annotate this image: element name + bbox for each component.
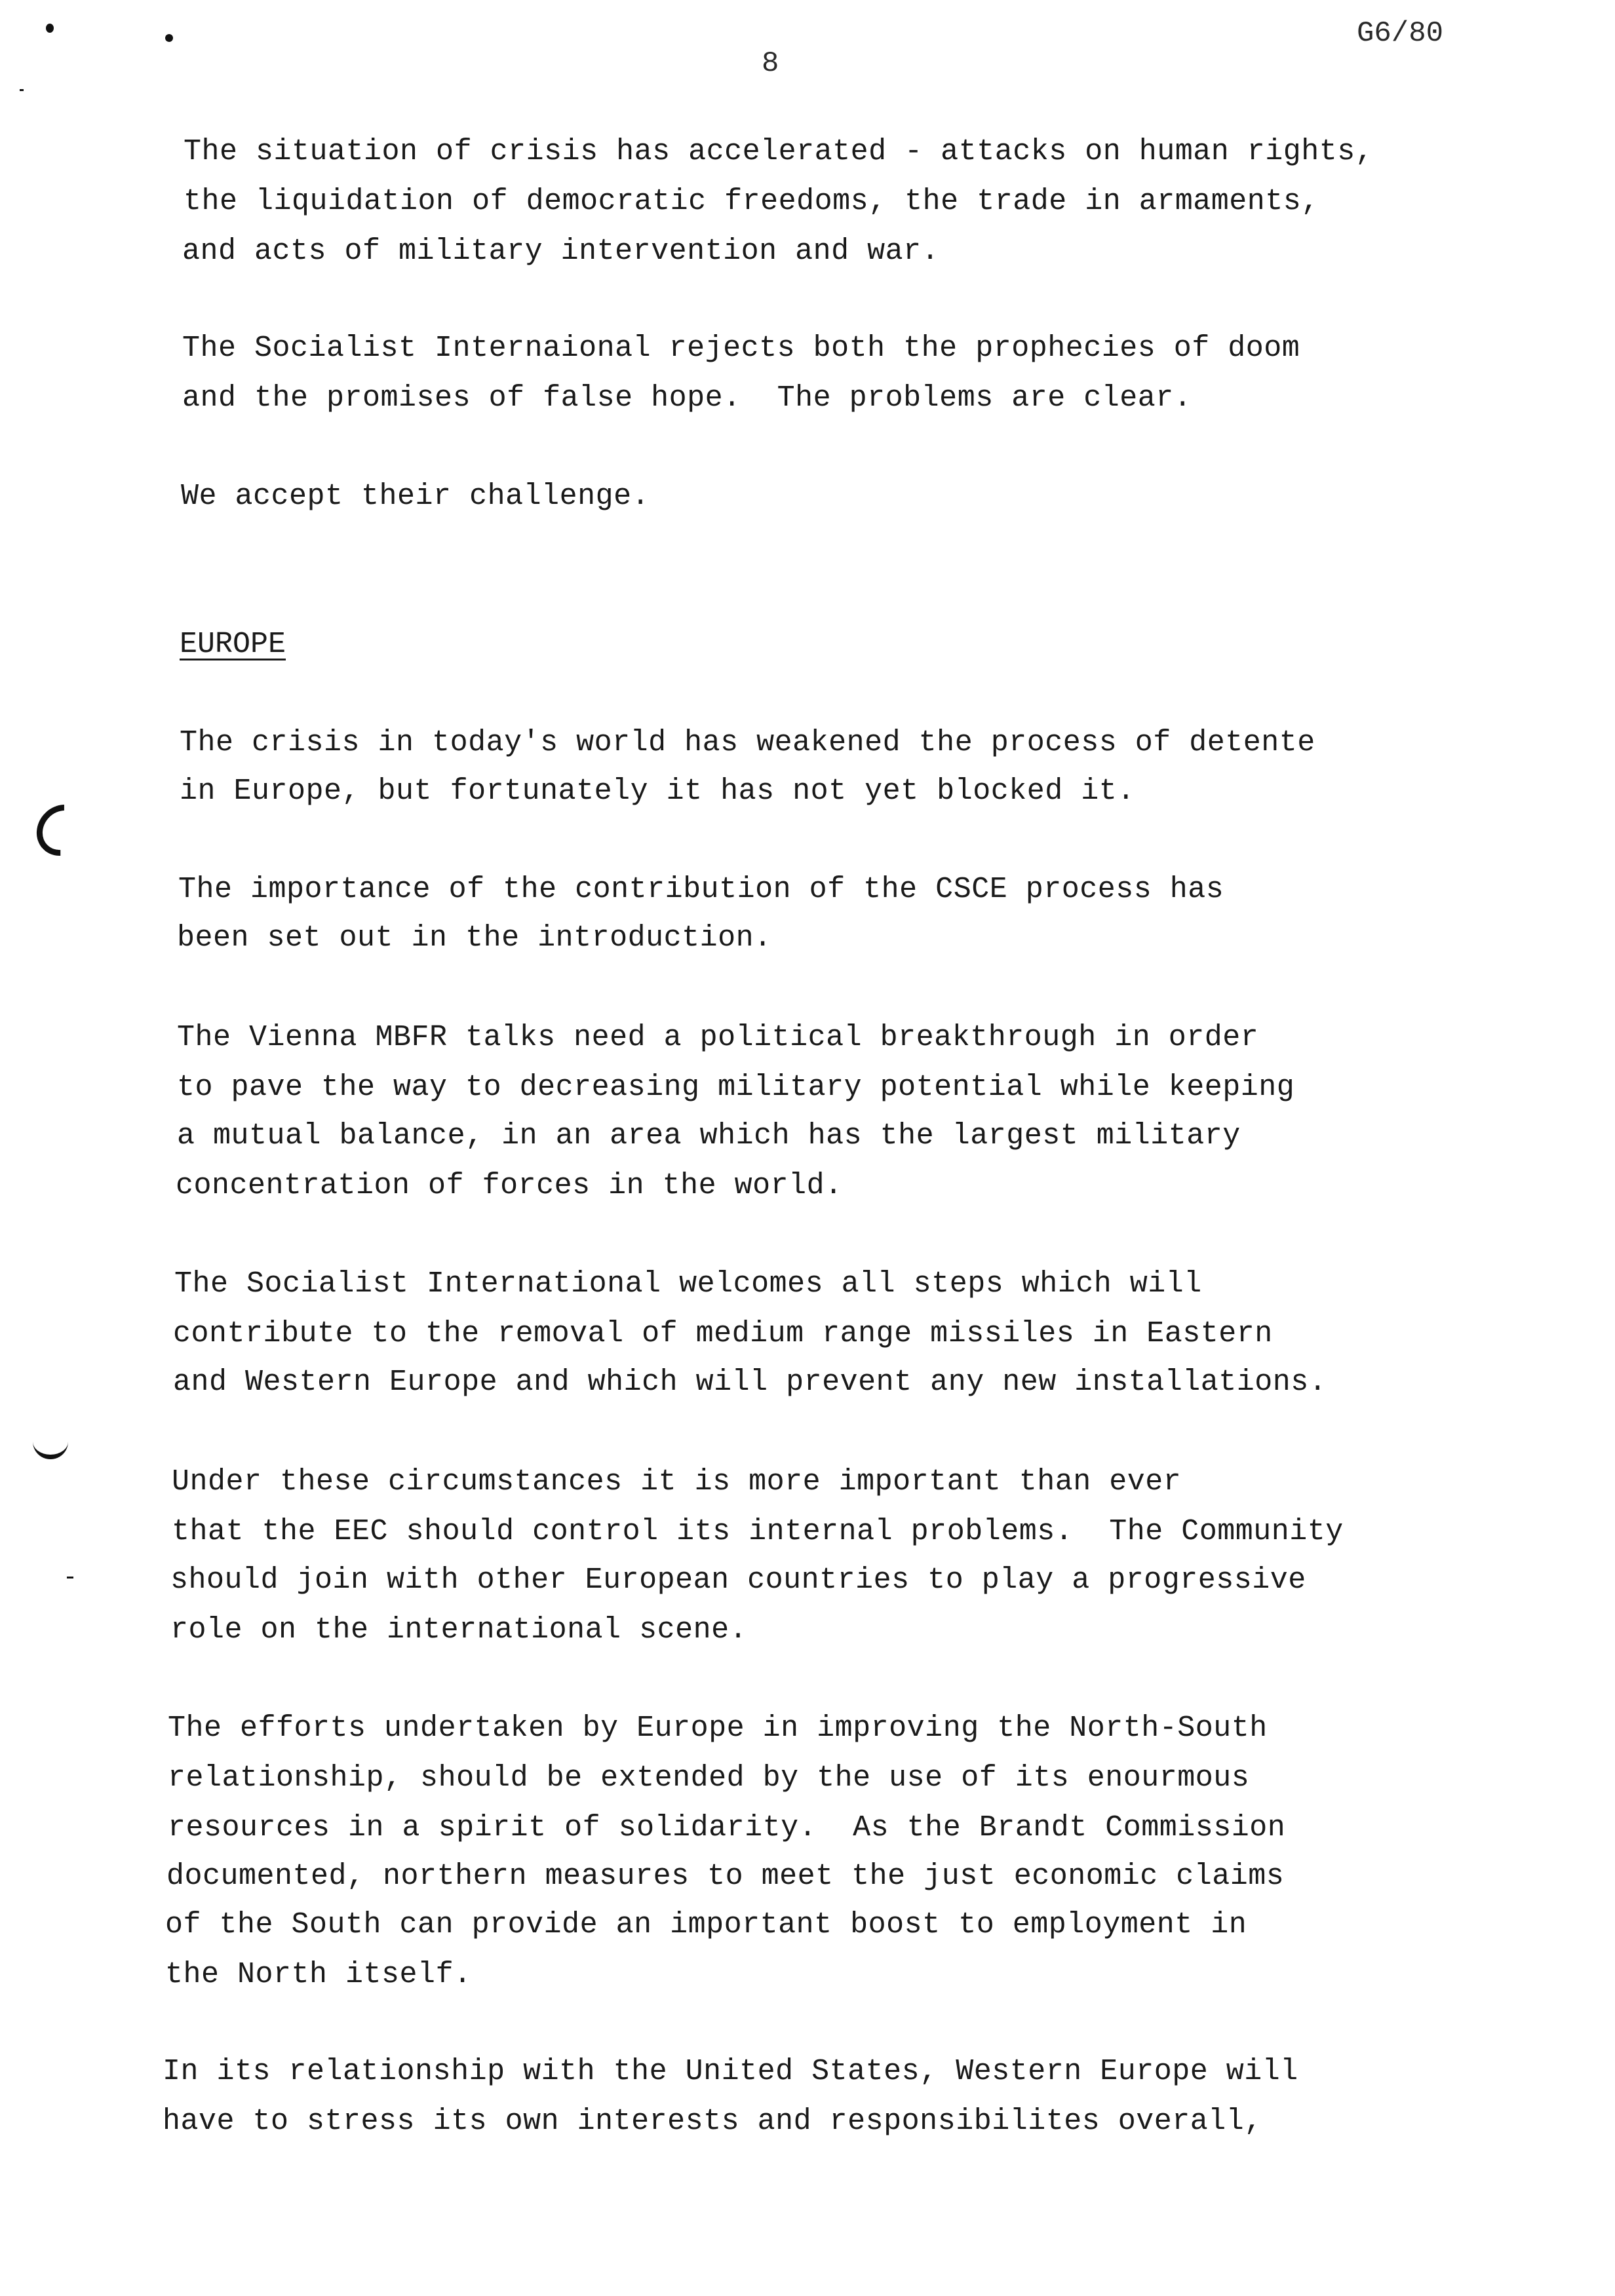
paragraph-line: in Europe, but fortunately it has not yet blocked it.: [180, 775, 1135, 808]
scan-mark-tick: [67, 1577, 73, 1578]
paragraph-line: and the promises of false hope. The problems are clear.: [182, 381, 1192, 415]
paragraph-line: concentration of forces in the world.: [176, 1169, 843, 1202]
paragraph-line: The efforts undertaken by Europe in improving the North-South: [168, 1712, 1268, 1745]
paragraph-line: Under these circumstances it is more important than ever: [172, 1465, 1182, 1499]
scan-mark-dot: [46, 24, 54, 33]
paragraph-line: of the South can provide an important boost to employment in: [165, 1908, 1247, 1942]
paragraph-line: We accept their challenge.: [181, 480, 650, 513]
paragraph-line: and acts of military intervention and war.: [182, 235, 940, 268]
paragraph-line: have to stress its own interests and responsibilites overall,: [163, 2105, 1262, 2138]
paragraph-line: The Vienna MBFR talks need a political breakthrough in order: [177, 1021, 1259, 1054]
paragraph-line: The Socialist International welcomes all steps which will: [174, 1267, 1202, 1301]
paragraph-line: contribute to the removal of medium range missiles in Eastern: [173, 1317, 1273, 1350]
paragraph-line: resources in a spirit of solidarity. As the Brandt Commission: [168, 1811, 1286, 1845]
paragraph-line: The crisis in today's world has weakened the process of detente: [180, 726, 1315, 759]
paragraph-line: documented, northern measures to meet the just economic claims: [166, 1860, 1285, 1893]
paragraph-line: that the EEC should control its internal problems. The Community: [172, 1515, 1344, 1548]
punch-hole-mark: [33, 1439, 68, 1459]
paragraph-line: the liquidation of democratic freedoms, the trade in armaments,: [184, 185, 1319, 218]
paragraph-line: relationship, should be extended by the use of its enourmous: [168, 1761, 1250, 1795]
section-heading: EUROPE: [180, 628, 286, 661]
punch-hole-mark: [26, 794, 98, 866]
paragraph-line: should join with other European countries to play a progressive: [170, 1563, 1306, 1597]
paragraph-line: role on the international scene.: [170, 1613, 748, 1647]
paragraph-line: been set out in the introduction.: [177, 921, 772, 955]
paragraph-line: a mutual balance, in an area which has the largest military: [177, 1119, 1241, 1153]
page-number: 8: [762, 47, 779, 80]
paragraph-line: The situation of crisis has accelerated - attacks on human rights,: [184, 135, 1374, 168]
paragraph-line: The Socialist Internaional rejects both the prophecies of doom: [182, 332, 1300, 365]
scan-mark-dot: [165, 34, 173, 42]
paragraph-line: to pave the way to decreasing military potential while keeping: [177, 1071, 1295, 1104]
paragraph-line: The importance of the contribution of the CSCE process has: [178, 873, 1224, 906]
scan-mark-tick: [20, 89, 24, 91]
paragraph-line: the North itself.: [165, 1958, 472, 1991]
paragraph-line: In its relationship with the United States, Western Europe will: [163, 2055, 1298, 2088]
paragraph-line: and Western Europe and which will prevent any new installations.: [173, 1366, 1327, 1399]
document-reference: G6/80: [1357, 17, 1444, 50]
